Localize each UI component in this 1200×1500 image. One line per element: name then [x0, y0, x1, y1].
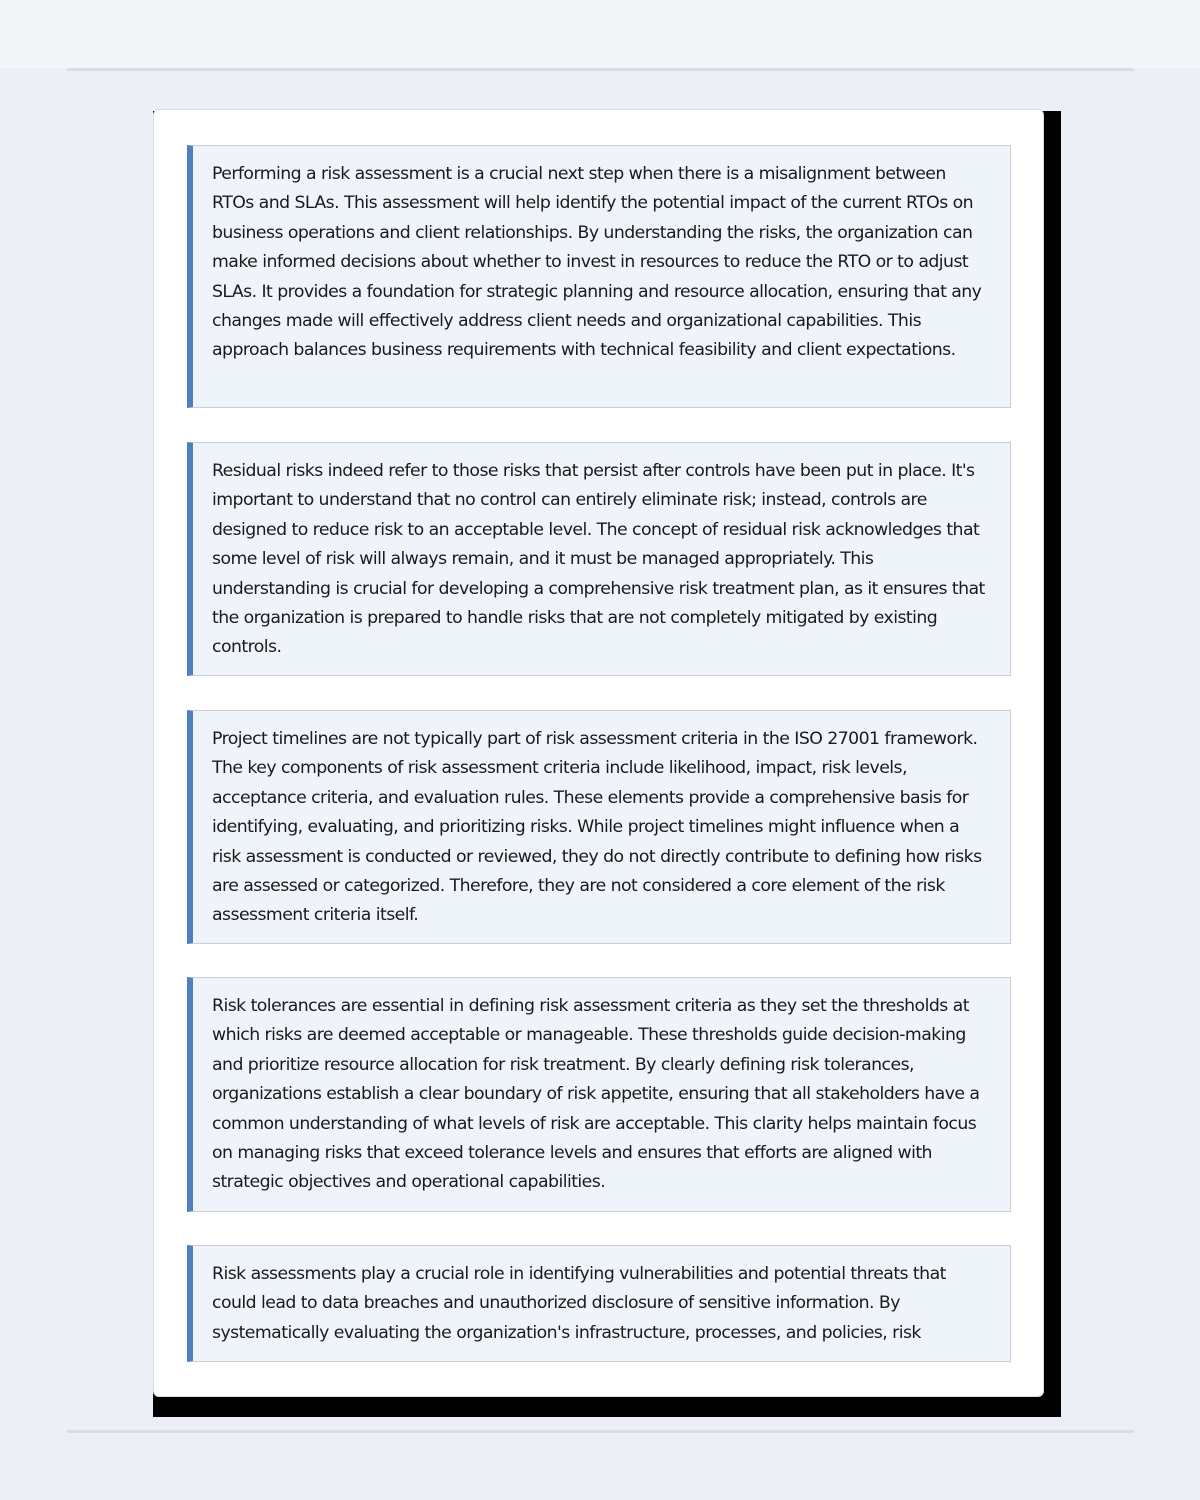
explanation-text: Risk assessments play a crucial role in identifying vulnerabilities and potential threats that could lead to data breaches and unauthorized disclosure of sensitive information. By systematically evaluating the organization's infrastructure, processes, and policies, risk [212, 1264, 946, 1343]
document-page [153, 109, 1044, 1397]
explanation-text: Performing a risk assessment is a crucial next step when there is a misalignment between RTOs and SLAs. This assessment will help identify the potential impact of the current RTOs on business operations and client relationships. By understanding the risks, the organization can make informed decisions about whether to invest in resources to reduce the RTO or to adjust SLAs. It provides a foundation for strategic planning and resource allocation, ensuring that any changes made will effectively address client needs and organizational capabilities. This approach balances business requirements with technical feasibility and client expectations. [212, 164, 982, 361]
top-divider [67, 68, 1134, 71]
bottom-divider [67, 1430, 1134, 1433]
explanation-block [187, 1245, 1011, 1362]
explanation-text: Residual risks indeed refer to those risks that persist after controls have been put in place. It's important to understand that no control can entirely eliminate risk; instead, controls are designed to reduce risk to an acceptable level. The concept of residual risk acknowledges that some level of risk will always remain, and it must be managed appropriately. This understanding is crucial for developing a comprehensive risk treatment plan, as it ensures that the organization is prepared to handle risks that are not completely mitigated by existing controls. [212, 461, 985, 658]
explanation-text: Project timelines are not typically part of risk assessment criteria in the ISO 27001 framework. The key components of risk assessment criteria include likelihood, impact, risk levels, acceptance criteria, and evaluation rules. These elements provide a comprehensive basis for identifying, evaluating, and prioritizing risks. While project timelines might influence when a risk assessment is conducted or reviewed, they do not directly contribute to defining how risks are assessed or categorized. Therefore, they are not considered a core element of the risk assessment criteria itself. [212, 729, 982, 926]
explanation-block [187, 145, 1011, 408]
viewer-top-band [0, 0, 1200, 68]
explanation-block [187, 442, 1011, 676]
explanation-block [187, 977, 1011, 1212]
explanation-block [187, 710, 1011, 944]
explanation-text: Risk tolerances are essential in defining risk assessment criteria as they set the thresholds at which risks are deemed acceptable or manageable. These thresholds guide decision-making and prioritize resource allocation for risk treatment. By clearly defining risk tolerances, organizations establish a clear boundary of risk appetite, ensuring that all stakeholders have a common understanding of what levels of risk are acceptable. This clarity helps maintain focus on managing risks that exceed tolerance levels and ensures that efforts are aligned with strategic objectives and operational capabilities. [212, 996, 980, 1193]
